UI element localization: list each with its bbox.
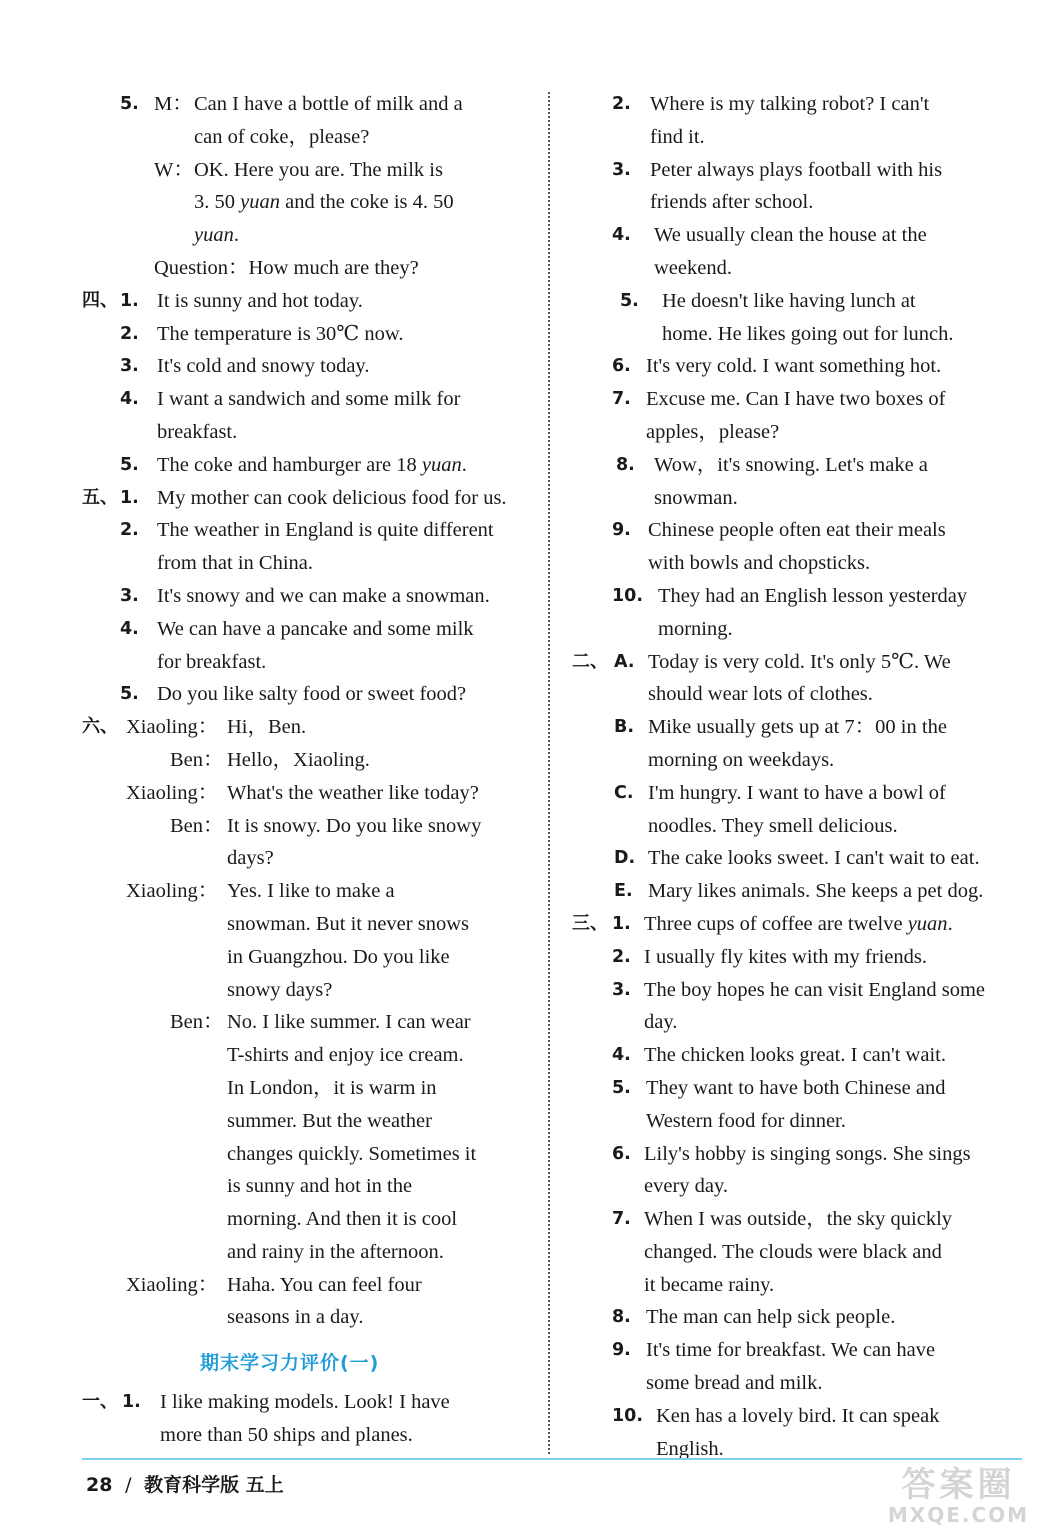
answer-line [82, 1236, 530, 1269]
answer-line [82, 318, 530, 351]
answer-text: The cake looks sweet. I can't wait to eat. [648, 847, 980, 870]
section-heading: 期末学习力评价(一) [200, 1352, 380, 1374]
section-label: 六、 [82, 716, 118, 738]
answer-line [82, 1006, 530, 1039]
answer-line [572, 88, 1016, 121]
answer-line [572, 383, 1016, 416]
answer-text: Do you like salty food or sweet food? [157, 683, 467, 706]
answer-line [82, 744, 530, 777]
item-number: 1. [120, 487, 139, 508]
answer-line [572, 974, 1016, 1007]
item-letter: A. [614, 651, 635, 672]
answer-line [572, 1334, 1016, 1367]
answer-line [572, 318, 1016, 351]
item-number: 2. [612, 94, 631, 114]
speaker-label: Xiaoling： [126, 716, 219, 739]
left-column [82, 88, 530, 1334]
answer-line [572, 154, 1016, 187]
answer-line [82, 1301, 530, 1334]
answer-line [82, 219, 530, 252]
answer-text: I like making models. Look! I have [160, 1391, 450, 1413]
item-letter: D. [614, 848, 636, 869]
answer-text: snowman. [654, 486, 738, 509]
speaker-label: Ben： [170, 1011, 224, 1034]
dialogue-text: Yes. I like to make a [227, 880, 395, 903]
answer-line [82, 350, 530, 383]
dialogue-text: seasons in a day. [227, 1306, 364, 1329]
page-number: 28 [86, 1474, 113, 1496]
answer-text: It's time for breakfast. We can have [646, 1339, 936, 1362]
section-label: 一、 [82, 1391, 118, 1412]
dialogue-text: snowy days? [227, 978, 333, 1001]
answer-text: OK. Here you are. The milk is [194, 158, 443, 181]
dialogue-text: Hello，Xiaoling. [227, 748, 370, 771]
answer-line [572, 711, 1016, 744]
answer-text: We can have a pancake and some milk [157, 617, 474, 640]
currency-unit: yuan [194, 224, 234, 247]
answer-text: changed. The clouds were black and [644, 1240, 942, 1263]
item-number: 3. [120, 585, 139, 606]
answer-text: Western food for dinner. [646, 1109, 846, 1132]
answer-line [572, 285, 1016, 318]
answer-line [82, 1269, 530, 1302]
answer-line [572, 941, 1016, 974]
answer-text: The man can help sick people. [646, 1306, 896, 1329]
item-number: 3. [612, 159, 631, 180]
item-number: 10. [612, 1405, 644, 1426]
answer-text: It is sunny and hot today. [157, 289, 363, 312]
answer-line [572, 252, 1016, 285]
answer-line [572, 810, 1016, 843]
item-number: 8. [612, 1307, 631, 1328]
item-letter: E. [614, 881, 633, 902]
answer-text: Three cups of coffee are twelve yuan. [644, 912, 953, 935]
answer-text: friends after school. [650, 191, 814, 214]
answer-line [572, 777, 1016, 810]
answer-text: When I was outside，the sky quickly [644, 1208, 953, 1231]
answer-line [82, 1170, 530, 1203]
answer-line [82, 482, 530, 515]
answer-text: breakfast. [157, 420, 238, 443]
answer-text: yuan. [194, 224, 239, 247]
answer-line [572, 613, 1016, 646]
answer-text: The weather in England is quite different [157, 519, 494, 542]
left-column-bottom [82, 1386, 530, 1452]
answer-text: I'm hungry. I want to have a bowl of [648, 781, 946, 804]
item-letter: C. [614, 782, 634, 803]
footer-rule [82, 1458, 1022, 1460]
answer-text: Wow，it's snowing. Let's make a [654, 453, 928, 476]
answer-text: The temperature is 30℃ now. [157, 322, 404, 345]
answer-line [82, 1105, 530, 1138]
item-number: 3. [612, 979, 631, 1000]
answer-text: more than 50 ships and planes. [160, 1423, 413, 1446]
answer-line [82, 711, 530, 744]
answer-text: can of coke，please? [194, 125, 370, 148]
answer-line [572, 1236, 1016, 1269]
speaker-label: W： [154, 158, 194, 181]
answer-text: home. He likes going out for lunch. [662, 322, 954, 345]
item-number: 4. [612, 1045, 631, 1066]
section-label: 四、 [82, 289, 118, 311]
answer-text: They want to have both Chinese and [646, 1076, 946, 1099]
item-number: 6. [612, 1143, 631, 1164]
currency-unit: yuan [240, 191, 280, 214]
answer-line [572, 449, 1016, 482]
item-number: 5. [612, 1077, 631, 1098]
dialogue-text: summer. But the weather [227, 1109, 432, 1132]
right-column [572, 88, 1016, 1465]
section-label: 二、 [572, 650, 608, 672]
answer-text: My mother can cook delicious food for us. [157, 486, 507, 509]
answer-line [572, 842, 1016, 875]
answer-line [82, 449, 530, 482]
dialogue-text: days? [227, 847, 274, 870]
answer-line [572, 744, 1016, 777]
item-number: 5. [120, 684, 139, 705]
answer-text: some bread and milk. [646, 1372, 823, 1395]
answer-text: The chicken looks great. I can't wait. [644, 1044, 946, 1067]
speaker-label: Ben： [170, 814, 224, 837]
answer-text: They had an English lesson yesterday [658, 584, 968, 607]
answer-line [572, 219, 1016, 252]
answer-line [572, 547, 1016, 580]
dialogue-text: In London，it is warm in [227, 1076, 437, 1099]
answer-text: He doesn't like having lunch at [662, 289, 916, 312]
dialogue-text: What's the weather like today? [227, 781, 479, 804]
answer-text: The boy hopes he can visit England some [644, 978, 986, 1001]
answer-text: should wear lots of clothes. [648, 683, 873, 706]
answer-text: Mike usually gets up at 7：00 in the [648, 716, 947, 739]
answer-line [82, 1203, 530, 1236]
answer-text: Today is very cold. It's only 5℃. We [648, 650, 951, 673]
answer-line [572, 875, 1016, 908]
watermark-logo [876, 1466, 1041, 1530]
section-label: 五、 [82, 486, 118, 508]
answer-line [82, 186, 530, 219]
answer-line [82, 974, 530, 1007]
item-number: 4. [120, 618, 139, 639]
answer-text: It's cold and snowy today. [157, 355, 370, 378]
column-divider [548, 92, 550, 1454]
speaker-label: Ben： [170, 748, 224, 771]
answer-line [572, 1170, 1016, 1203]
answer-text: I usually fly kites with my friends. [644, 945, 927, 968]
answer-line [82, 514, 530, 547]
dialogue-text: in Guangzhou. Do you like [227, 945, 450, 968]
dialogue-text: changes quickly. Sometimes it [227, 1142, 477, 1165]
answer-line [82, 777, 530, 810]
answer-line [82, 416, 530, 449]
item-number: 1. [120, 290, 139, 311]
watermark-top: 答案圈 [901, 1465, 1016, 1505]
dialogue-text: Haha. You can feel four [227, 1273, 422, 1296]
item-number: 4. [612, 225, 631, 246]
answer-line [82, 252, 530, 285]
answer-line [572, 1433, 1016, 1466]
item-number: 9. [612, 1340, 631, 1361]
answer-text: Chinese people often eat their meals [648, 519, 946, 542]
item-number: 4. [120, 389, 139, 410]
answer-text: find it. [650, 125, 705, 148]
item-number: 5. [120, 94, 139, 114]
answer-text: It's snowy and we can make a snowman. [157, 584, 490, 607]
answer-line [82, 613, 530, 646]
dialogue-text: T-shirts and enjoy ice cream. [227, 1044, 464, 1067]
item-number: 2. [120, 323, 139, 344]
item-number: 2. [612, 946, 631, 967]
answer-line [82, 88, 530, 121]
answer-line [572, 1203, 1016, 1236]
answer-line [82, 121, 530, 154]
answer-line [572, 1105, 1016, 1138]
dialogue-text: and rainy in the afternoon. [227, 1240, 444, 1263]
answer-line [572, 121, 1016, 154]
answer-text: We usually clean the house at the [654, 224, 927, 247]
answer-text: Excuse me. Can I have two boxes of [646, 388, 946, 411]
answer-line [572, 1400, 1016, 1433]
answer-line [82, 941, 530, 974]
answer-text: for breakfast. [157, 650, 267, 673]
answer-line [82, 1386, 530, 1419]
dialogue-text: morning. And then it is cool [227, 1208, 458, 1231]
answer-line [82, 875, 530, 908]
answer-line [82, 842, 530, 875]
answer-line [572, 514, 1016, 547]
speaker-label: Xiaoling： [126, 781, 219, 804]
answer-text: Ken has a lovely bird. It can speak [656, 1404, 940, 1427]
answer-text: The coke and hamburger are 18 yuan. [157, 453, 467, 476]
answer-text: it became rainy. [644, 1273, 775, 1296]
answer-text: English. [656, 1437, 724, 1460]
answer-line [572, 646, 1016, 679]
section-label: 三、 [572, 912, 608, 934]
answer-line [82, 383, 530, 416]
currency-unit: yuan [421, 453, 462, 476]
answer-line [572, 1072, 1016, 1105]
answer-text: with bowls and chopsticks. [648, 552, 871, 575]
item-number: 6. [612, 356, 631, 377]
answer-text: Peter always plays football with his [650, 158, 943, 181]
item-number: 7. [612, 1209, 631, 1230]
answer-line [82, 1419, 530, 1452]
item-number: 5. [120, 454, 139, 475]
answer-line [572, 1367, 1016, 1400]
answer-line [82, 908, 530, 941]
answer-line [82, 1072, 530, 1105]
dialogue-text: No. I like summer. I can wear [227, 1011, 471, 1034]
answer-line [572, 1269, 1016, 1302]
item-letter: B. [614, 717, 634, 738]
answer-text: morning on weekdays. [648, 748, 835, 771]
book-edition: 教育科学版 五上 [144, 1474, 284, 1496]
item-number: 9. [612, 520, 631, 541]
page-footer [86, 1470, 284, 1497]
answer-text: noodles. They smell delicious. [648, 814, 898, 837]
answer-text: Mary likes animals. She keeps a pet dog. [648, 880, 984, 903]
answer-line [572, 1039, 1016, 1072]
item-number: 1. [122, 1392, 141, 1412]
answer-line [572, 186, 1016, 219]
answer-line [572, 678, 1016, 711]
footer-separator: / [125, 1474, 132, 1496]
answer-line [572, 350, 1016, 383]
answer-text: from that in China. [157, 552, 314, 575]
answer-text: Can I have a bottle of milk and a [194, 93, 463, 115]
answer-line [82, 646, 530, 679]
answer-text: Where is my talking robot? I can't [650, 93, 930, 115]
speaker-label: Xiaoling： [126, 880, 219, 903]
item-number: 2. [120, 520, 139, 541]
answer-line [82, 810, 530, 843]
item-number: 3. [120, 356, 139, 377]
dialogue-text: Hi，Ben. [227, 716, 307, 739]
speaker-label: M： [154, 93, 193, 115]
answer-line [572, 1006, 1016, 1039]
answer-line [572, 1138, 1016, 1171]
answer-text: every day. [644, 1175, 729, 1198]
answer-text: morning. [658, 617, 733, 640]
answer-text: It's very cold. I want something hot. [646, 355, 942, 378]
answer-line [82, 154, 530, 187]
answer-line [572, 416, 1016, 449]
answer-text: I want a sandwich and some milk for [157, 388, 461, 411]
answer-line [82, 285, 530, 318]
answer-line [82, 580, 530, 613]
answer-line [82, 678, 530, 711]
answer-line [82, 1138, 530, 1171]
answer-text: 3. 50 yuan and the coke is 4. 50 [194, 191, 454, 214]
currency-unit: yuan [907, 912, 948, 935]
answer-text: apples，please? [646, 420, 780, 443]
dialogue-text: is sunny and hot in the [227, 1175, 413, 1198]
answer-line [572, 908, 1016, 941]
item-number: 8. [616, 454, 635, 475]
item-number: 10. [612, 585, 644, 606]
answer-text: Lily's hobby is singing songs. She sings [644, 1142, 971, 1165]
question-line: Question：How much are they? [154, 256, 419, 279]
answer-line [572, 482, 1016, 515]
dialogue-text: snowman. But it never snows [227, 912, 469, 935]
answer-text: day. [644, 1011, 678, 1034]
item-number: 1. [612, 913, 631, 934]
answer-line [82, 547, 530, 580]
answer-text: weekend. [654, 256, 732, 279]
watermark-bottom: MXQE.COM [887, 1503, 1030, 1527]
answer-line [572, 1301, 1016, 1334]
speaker-label: Xiaoling： [126, 1273, 219, 1296]
answer-line [82, 1039, 530, 1072]
dialogue-text: It is snowy. Do you like snowy [227, 814, 482, 837]
item-number: 7. [612, 389, 631, 410]
item-number: 5. [620, 290, 639, 311]
answer-line [572, 580, 1016, 613]
